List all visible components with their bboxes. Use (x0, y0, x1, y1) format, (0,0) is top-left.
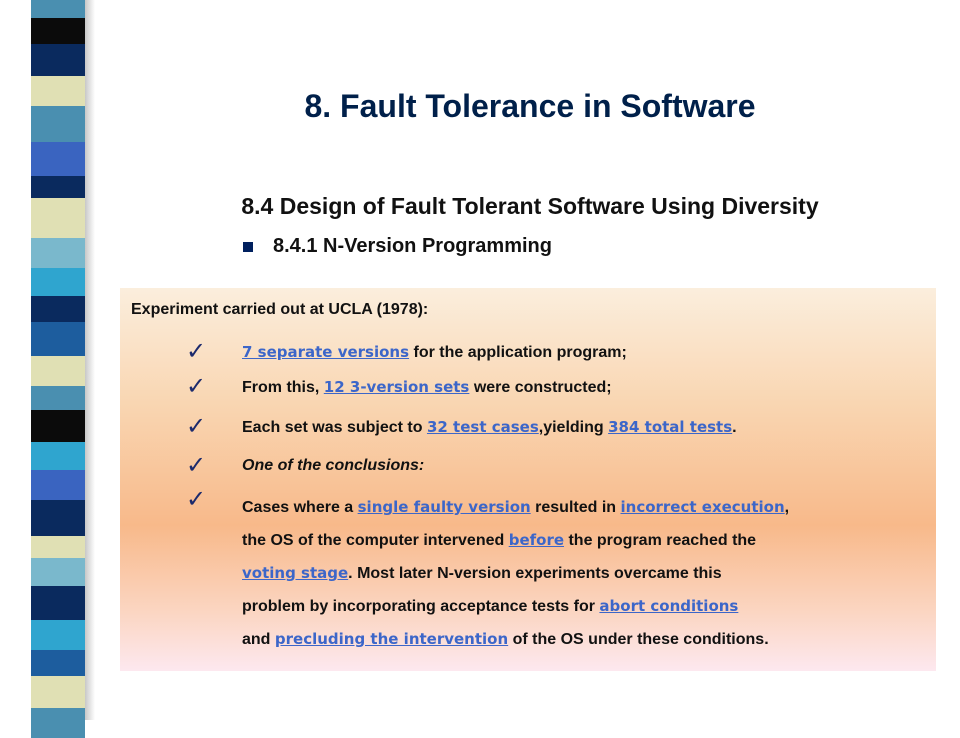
strip-square (31, 558, 85, 586)
link-total-tests[interactable]: 384 total tests (608, 418, 733, 436)
checkmark-icon: ✓ (186, 373, 207, 400)
strip-square (31, 500, 85, 536)
link-version-sets[interactable]: 12 3-version sets (323, 378, 470, 396)
strip-square (31, 238, 85, 268)
checkmark-icon: ✓ (186, 486, 207, 513)
slide-subtitle: 8.4 Design of Fault Tolerant Software Using Diversity (241, 193, 819, 219)
strip-square (31, 44, 85, 76)
link-separate-versions[interactable]: 7 separate versions (242, 343, 410, 361)
strip-square (31, 76, 85, 106)
item-text: Each set was subject to 32 test cases,yielding 384 total tests. (242, 418, 737, 436)
slide-title: 8. Fault Tolerance in Software (304, 88, 756, 124)
checkmark-icon: ✓ (186, 452, 207, 479)
strip-square (31, 268, 85, 296)
strip-square (31, 620, 85, 650)
strip-square (31, 296, 85, 322)
strip-square (31, 176, 85, 198)
checkmark-icon: ✓ (186, 338, 207, 365)
strip-square (31, 536, 85, 558)
bullet-square-icon (243, 242, 253, 252)
item-text: One of the conclusions: (242, 457, 425, 474)
strip-square (31, 442, 85, 470)
strip-square (31, 198, 85, 238)
strip-square (31, 386, 85, 410)
content-box (120, 288, 936, 671)
strip-square (31, 650, 85, 676)
strip-square (31, 356, 85, 386)
bullet-text: 8.4.1 N-Version Programming (273, 235, 552, 257)
strip-square (31, 470, 85, 500)
strip-square (31, 410, 85, 442)
strip-square (31, 322, 85, 356)
link-incorrect-execution[interactable]: incorrect execution (620, 498, 785, 516)
link-before[interactable]: before (508, 531, 565, 549)
decorative-strip (0, 0, 108, 720)
strip-square (31, 142, 85, 176)
item-text: 7 separate versions for the application program; (242, 343, 627, 361)
strip-square (31, 106, 85, 142)
strip-square (31, 586, 85, 620)
strip-square (31, 0, 85, 18)
strip-square (31, 676, 85, 708)
link-voting-stage[interactable]: voting stage (242, 564, 349, 582)
checkmark-icon: ✓ (186, 413, 207, 440)
item-text: From this, 12 3-version sets were constructed; (242, 378, 612, 396)
intro-text: Experiment carried out at UCLA (1978): (131, 301, 429, 318)
conclusion-text: Cases where a single faulty version resulted in incorrect execution, the OS of the computer intervened before the program reached the voting stage. Most later N-version experiments overcame this problem by incorporating acceptance tests for abort conditions and precluding the intervention of the OS under these conditions. (242, 498, 790, 648)
link-precluding-intervention[interactable]: precluding the intervention (274, 630, 509, 648)
link-single-faulty-version[interactable]: single faulty version (357, 498, 531, 516)
strip-shadow (85, 0, 95, 720)
bullet-item (243, 235, 552, 258)
link-abort-conditions[interactable]: abort conditions (599, 597, 739, 615)
link-test-cases[interactable]: 32 test cases (426, 418, 539, 436)
strip-square (31, 18, 85, 44)
strip-square (31, 708, 85, 738)
